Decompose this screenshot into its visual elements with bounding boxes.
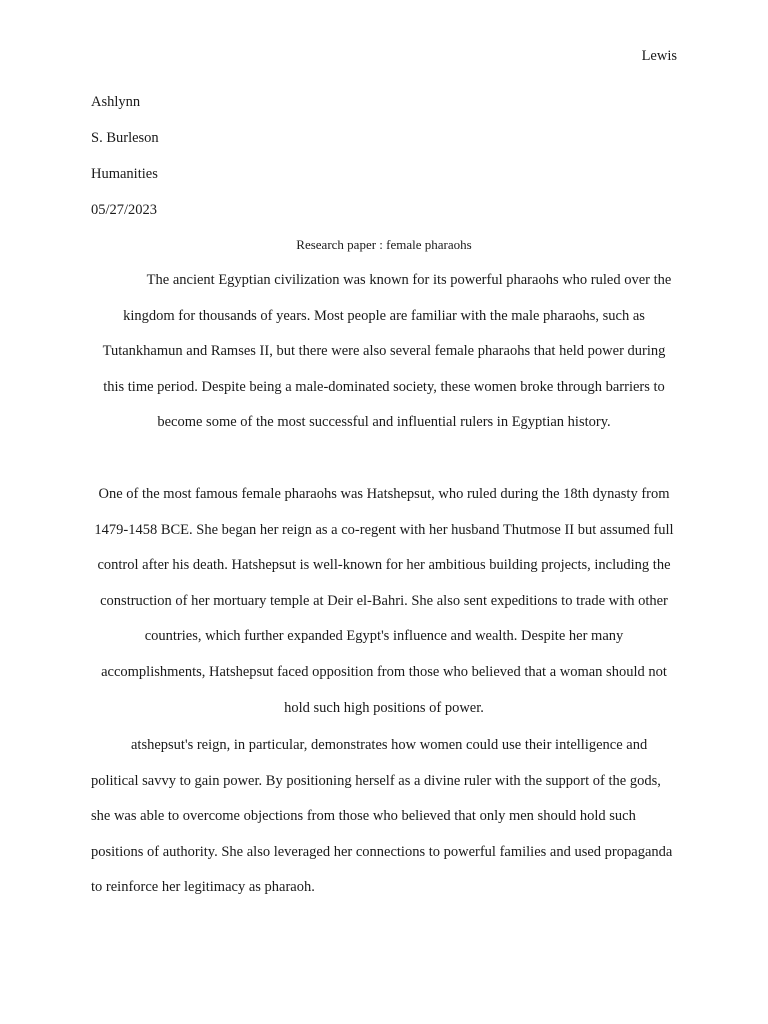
page-title: Research paper : female pharaohs: [296, 237, 472, 252]
running-header-surname: Lewis: [641, 48, 677, 64]
paragraph-text: atshepsut's reign, in particular, demonstrates how women could use their intelligence and political savvy to gain power. By positioning herself as a divine ruler with the support of the gods, she was able to overcome objections from those who believed that only men should hold such positions of authority. She also leveraged her connections to powerful families and used propaganda to reinforce her legitimacy as pharaoh.: [91, 737, 673, 896]
paragraph-intro: [91, 263, 677, 441]
document-date: 05/27/2023: [91, 202, 158, 218]
student-name: Ashlynn: [91, 94, 141, 110]
paragraph-text: The ancient Egyptian civilization was known for its powerful pharaohs who ruled over the kingdom for thousands of years. Most people are familiar with the male pharaohs, such as Tutankhamun and Ramses II, but there were also several female pharaohs that held power during this time period. Despite being a male-dominated society, these women broke through barriers to become some of the most successful and influential rulers in Egyptian history.: [102, 272, 672, 431]
instructor-name: S. Burleson: [91, 130, 159, 146]
paragraph-hatshepsut: [91, 477, 677, 726]
paragraph-reign: [91, 728, 677, 906]
course-name: Humanities: [91, 166, 158, 182]
paragraph-text: One of the most famous female pharaohs was Hatshepsut, who ruled during the 18th dynasty from 1479-1458 BCE. She began her reign as a co-regent with her husband Thutmose II but assumed full control after his death. Hatshepsut is well-known for her ambitious building projects, including the construction of her mortuary temple at Deir el-Bahri. She also sent expeditions to trade with other countries, which further expanded Egypt's influence and wealth. Despite her many accomplishments, Hatshepsut faced opposition from those who believed that a woman should not hold such high positions of power.: [94, 486, 674, 716]
mla-heading: [91, 93, 681, 237]
